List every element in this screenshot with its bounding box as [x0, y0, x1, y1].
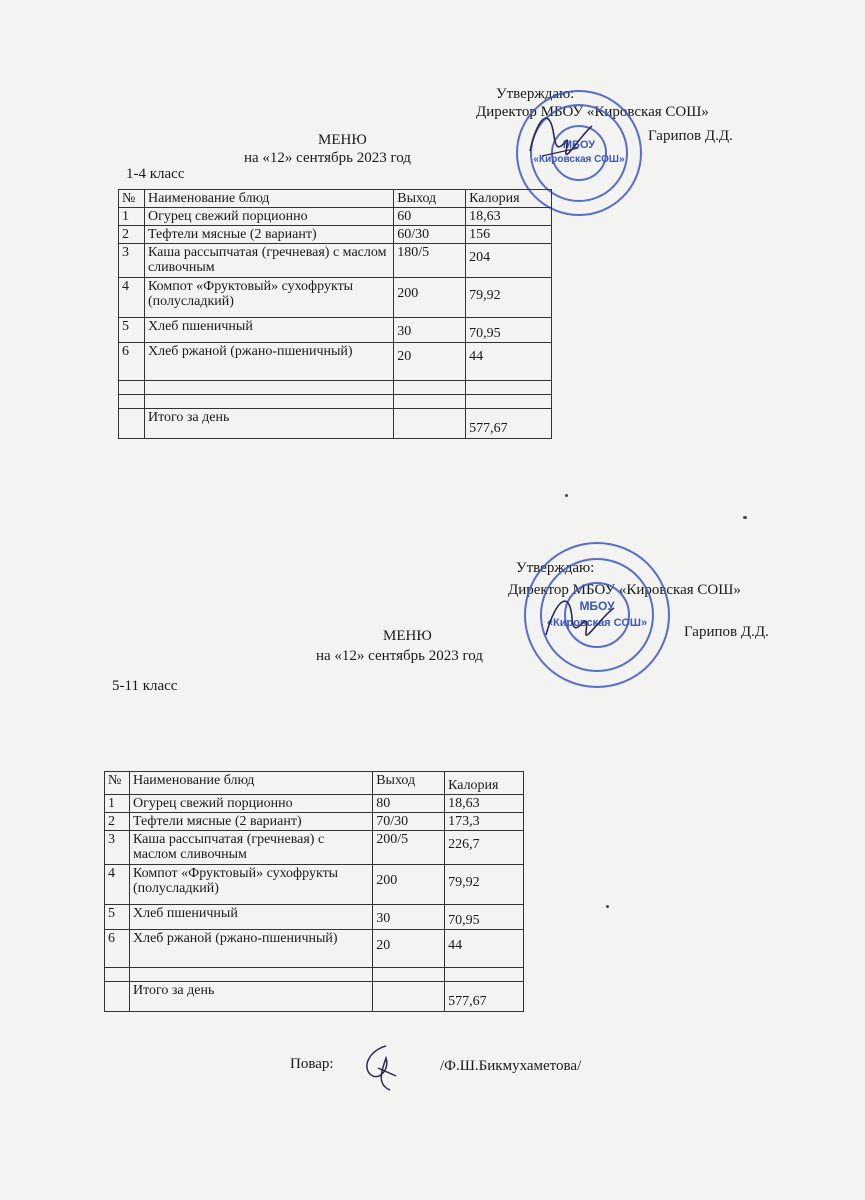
- total-row: [105, 982, 524, 1012]
- row-num: 4: [119, 278, 145, 318]
- row-num: 6: [105, 930, 130, 968]
- menu-date-2: на «12» сентябрь 2023 год: [316, 648, 483, 664]
- menu-title-2: МЕНЮ: [383, 628, 432, 644]
- row-yield: 80: [373, 795, 445, 813]
- table-header-row: [105, 772, 524, 795]
- director-line-1: Директор МБОУ «Кировская СОШ»: [476, 104, 709, 120]
- speck: [606, 905, 609, 908]
- speck: [565, 494, 568, 497]
- row-dish: Тефтели мясные (2 вариант): [144, 226, 393, 244]
- row-dish: Огурец свежий порционно: [144, 208, 393, 226]
- table-row: [105, 813, 524, 831]
- menu-title-1: МЕНЮ: [318, 132, 367, 148]
- stamp-center-text-2: МБОУ: [579, 599, 615, 613]
- menu-table-1: [118, 189, 552, 439]
- director-signature-2: [540, 580, 620, 650]
- class-label-1: 1-4 класс: [126, 166, 185, 182]
- director-name-1: Гарипов Д.Д.: [648, 128, 733, 144]
- row-yield: 70/30: [373, 813, 445, 831]
- row-dish: Тефтели мясные (2 вариант): [129, 813, 372, 831]
- header-calories: Калория: [466, 190, 552, 208]
- table-row: [119, 226, 552, 244]
- row-num: 5: [119, 318, 145, 343]
- cook-label: Повар:: [290, 1056, 334, 1072]
- table-row: [105, 831, 524, 865]
- row-calories: 226,7: [445, 831, 524, 865]
- row-calories: 44: [445, 930, 524, 968]
- row-num: 5: [105, 905, 130, 930]
- row-calories: 156: [466, 226, 552, 244]
- director-name-2: Гарипов Д.Д.: [684, 624, 769, 640]
- approve-label-2: Утверждаю:: [516, 560, 595, 576]
- table-row: [105, 905, 524, 930]
- table-row: [119, 244, 552, 278]
- row-dish: Хлеб пшеничный: [144, 318, 393, 343]
- row-calories: 79,92: [445, 865, 524, 905]
- header-yield: Выход: [373, 772, 445, 795]
- row-dish: Хлеб ржаной (ржано-пшеничный): [144, 343, 393, 381]
- table-row: [119, 318, 552, 343]
- row-num: 2: [119, 226, 145, 244]
- speck: [743, 516, 747, 519]
- table-header-row: [119, 190, 552, 208]
- row-num: 1: [119, 208, 145, 226]
- total-value: 577,67: [445, 982, 524, 1012]
- menu-table-2: [104, 771, 524, 1012]
- row-dish: Огурец свежий порционно: [129, 795, 372, 813]
- table-row: [119, 343, 552, 381]
- header-num: №: [119, 190, 145, 208]
- header-calories: Калория: [445, 772, 524, 795]
- empty-row: [119, 395, 552, 409]
- row-yield: 30: [394, 318, 466, 343]
- empty-row: [119, 381, 552, 395]
- stamp-center-text-1: МБОУ: [562, 139, 596, 151]
- row-yield: 20: [394, 343, 466, 381]
- table-row: [105, 865, 524, 905]
- approve-label-1: Утверждаю:: [496, 86, 575, 102]
- menu-date-1: на «12» сентябрь 2023 год: [244, 150, 411, 166]
- header-dish: Наименование блюд: [129, 772, 372, 795]
- row-calories: 70,95: [445, 905, 524, 930]
- row-yield: 60: [394, 208, 466, 226]
- row-num: 2: [105, 813, 130, 831]
- total-row: [119, 409, 552, 439]
- row-dish: Каша рассыпчатая (гречневая) с маслом сливочным: [129, 831, 372, 865]
- header-yield: Выход: [394, 190, 466, 208]
- table-row: [105, 930, 524, 968]
- row-yield: 200: [394, 278, 466, 318]
- director-line-2: Директор МБОУ «Кировская СОШ»: [508, 582, 741, 598]
- row-calories: 173,3: [445, 813, 524, 831]
- row-yield: 200/5: [373, 831, 445, 865]
- cook-signature: [356, 1040, 406, 1095]
- stamp-name-text-2: «Кировская СОШ»: [546, 617, 648, 629]
- row-yield: 200: [373, 865, 445, 905]
- row-yield: 30: [373, 905, 445, 930]
- row-yield: 180/5: [394, 244, 466, 278]
- row-num: 1: [105, 795, 130, 813]
- total-value: 577,67: [466, 409, 552, 439]
- row-dish: Компот «Фруктовый» сухофрукты (полусладкий): [129, 865, 372, 905]
- row-calories: 44: [466, 343, 552, 381]
- row-yield: 60/30: [394, 226, 466, 244]
- row-dish: Каша рассыпчатая (гречневая) с маслом сливочным: [144, 244, 393, 278]
- table-row: [119, 208, 552, 226]
- row-num: 3: [119, 244, 145, 278]
- stamp-name-text-1: «Кировская СОШ»: [533, 154, 625, 165]
- total-label: Итого за день: [144, 409, 393, 439]
- empty-row: [105, 968, 524, 982]
- row-num: 6: [119, 343, 145, 381]
- row-calories: 79,92: [466, 278, 552, 318]
- row-calories: 204: [466, 244, 552, 278]
- table-row: [119, 278, 552, 318]
- header-dish: Наименование блюд: [144, 190, 393, 208]
- director-signature-1: [520, 96, 600, 176]
- total-label: Итого за день: [129, 982, 372, 1012]
- cook-name: /Ф.Ш.Бикмухаметова/: [440, 1058, 582, 1074]
- row-calories: 70,95: [466, 318, 552, 343]
- row-dish: Компот «Фруктовый» сухофрукты (полусладкий): [144, 278, 393, 318]
- row-num: 3: [105, 831, 130, 865]
- row-calories: 18,63: [445, 795, 524, 813]
- class-label-2: 5-11 класс: [112, 678, 178, 694]
- row-calories: 18,63: [466, 208, 552, 226]
- header-num: №: [105, 772, 130, 795]
- row-dish: Хлеб пшеничный: [129, 905, 372, 930]
- table-row: [105, 795, 524, 813]
- row-dish: Хлеб ржаной (ржано-пшеничный): [129, 930, 372, 968]
- row-yield: 20: [373, 930, 445, 968]
- row-num: 4: [105, 865, 130, 905]
